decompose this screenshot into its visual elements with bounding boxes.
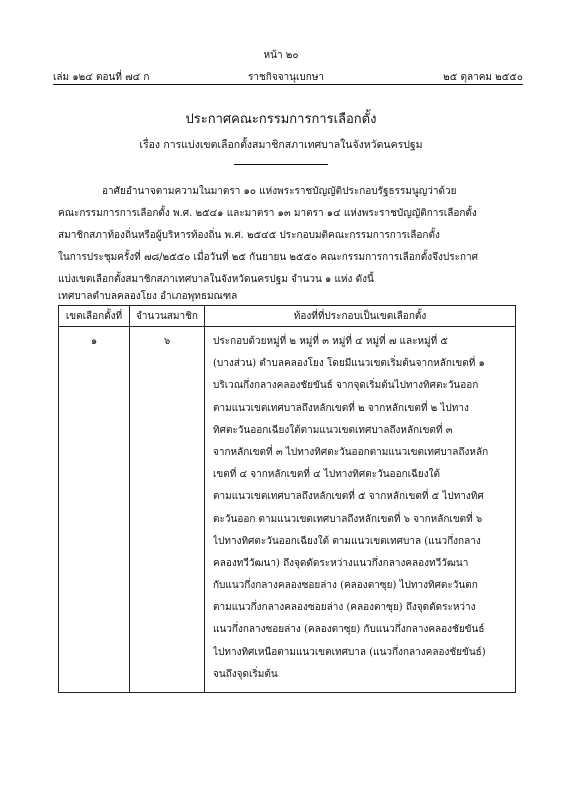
table-row — [59, 327, 516, 693]
header-rule — [53, 84, 523, 85]
electoral-zone-table — [58, 305, 516, 693]
body-line: อาศัยอำนาจตามความในมาตรา ๑๐ แห่งพระราชบัญญัติประกอบรัฐธรรมนูญว่าด้วย — [102, 186, 457, 197]
body-line: ในการประชุมครั้งที่ ๗๘/๒๕๕๐ เมื่อวันที่ ๒๕ กันยายน ๒๕๕๐ คณะกรรมการการเลือกตั้งจึงประกาศ — [58, 252, 479, 263]
announcement-body — [58, 181, 516, 291]
title-divider — [234, 164, 328, 165]
description-line: (บางส่วน) ตำบลคลองโยง โดยมีแนวเขตเริ่มต้นจากหลักเขตที่ ๑ — [213, 358, 485, 370]
publication-name: ราชกิจจานุเบกษา — [248, 72, 325, 83]
publication-date: ๒๕ ตุลาคม ๒๕๕๐ — [443, 72, 523, 83]
description-line: แนวกึ่งกลางซอยล่าง (คลองตาซุย) กับแนวกึ่งกลางคลองชัยขันธ์ — [213, 624, 485, 636]
description-line: ไปทางทิศตะวันออกเฉียงใต้ ตามแนวเขตเทศบาล (แนวกึ่งกลาง — [213, 535, 481, 547]
zone-description — [205, 327, 516, 693]
zone-number: ๑ — [59, 327, 130, 693]
description-line: ตามแนวเขตเทศบาลถึงหลักเขตที่ ๕ จากหลักเขตที่ ๕ ไปทางทิศ — [213, 491, 484, 503]
description-line: เขตที่ ๔ จากหลักเขตที่ ๔ ไปทางทิศตะวันออกเฉียงใต้ — [213, 469, 440, 481]
description-line: ไปทางทิศเหนือตามแนวเขตเทศบาล (แนวกึ่งกลางคลองชัยขันธ์) — [213, 646, 486, 658]
announcement-title: ประกาศคณะกรรมการการเลือกตั้ง — [185, 112, 377, 127]
description-line: บริเวณกึ่งกลางคลองชัยขันธ์ จากจุดเริ่มต้นไปทางทิศตะวันออก — [213, 380, 479, 392]
description-line: จนถึงจุดเริ่มต้น — [213, 668, 278, 680]
page-number: หน้า ๒๐ — [263, 50, 299, 61]
description-line: กับแนวกึ่งกลางคลองซอยล่าง (คลองตาซุย) ไปทางทิศตะวันตก — [213, 580, 478, 592]
description-line: จากหลักเขตที่ ๓ ไปทางทิศตะวันออกตามแนวเขตเทศบาลถึงหลัก — [213, 446, 489, 458]
column-header-zone: เขตเลือกตั้งที่ — [59, 306, 130, 327]
description-line: ตามแนวกึ่งกลางคลองซอยล่าง (คลองตาซุย) ถึงจุดตัดระหว่าง — [213, 602, 476, 614]
description-line: ประกอบด้วยหมู่ที่ ๒ หมู่ที่ ๓ หมู่ที่ ๔ หมู่ที่ ๗ และหมู่ที่ ๕ — [213, 336, 448, 347]
table-header-row — [59, 306, 516, 327]
description-line: ตะวันออก ตามแนวเขตเทศบาลถึงหลักเขตที่ ๖ จากหลักเขตที่ ๖ — [213, 513, 483, 525]
announcement-subject: เรื่อง การแบ่งเขตเลือกตั้งสมาชิกสภาเทศบาลในจังหวัดนครปฐม — [139, 139, 423, 151]
municipality-name: เทศบาลตำบลคลองโยง อำเภอพุทธมณฑล — [58, 291, 238, 302]
member-count: ๖ — [130, 327, 205, 693]
description-line: คลองทวีวัฒนา) ถึงจุดตัดระหว่างแนวกึ่งกลางคลองทวีวัฒนา — [213, 557, 469, 569]
volume-issue: เล่ม ๑๒๔ ตอนที่ ๗๔ ก — [53, 72, 150, 83]
body-line: คณะกรรมการการเลือกตั้ง พ.ศ. ๒๕๔๑ และมาตรา ๑๓ มาตรา ๑๔ แห่งพระราชบัญญัติการเลือกตั้ง — [58, 208, 477, 219]
body-line: แบ่งเขตเลือกตั้งสมาชิกสภาเทศบาลในจังหวัดนครปฐม จำนวน ๑ แห่ง ดังนี้ — [58, 274, 374, 285]
column-header-area: ท้องที่ที่ประกอบเป็นเขตเลือกตั้ง — [205, 306, 516, 327]
description-line: ทิศตะวันออกเฉียงใต้ตามแนวเขตเทศบาลถึงหลักเขตที่ ๓ — [213, 424, 453, 436]
column-header-members: จำนวนสมาชิก — [130, 306, 205, 327]
body-line: สมาชิกสภาท้องถิ่นหรือผู้บริหารท้องถิ่น พ.ศ. ๒๕๔๕ ประกอบมติคณะกรรมการการเลือกตั้ง — [58, 230, 440, 241]
description-line: ตามแนวเขตเทศบาลถึงหลักเขตที่ ๒ จากหลักเขตที่ ๒ ไปทาง — [213, 402, 469, 414]
